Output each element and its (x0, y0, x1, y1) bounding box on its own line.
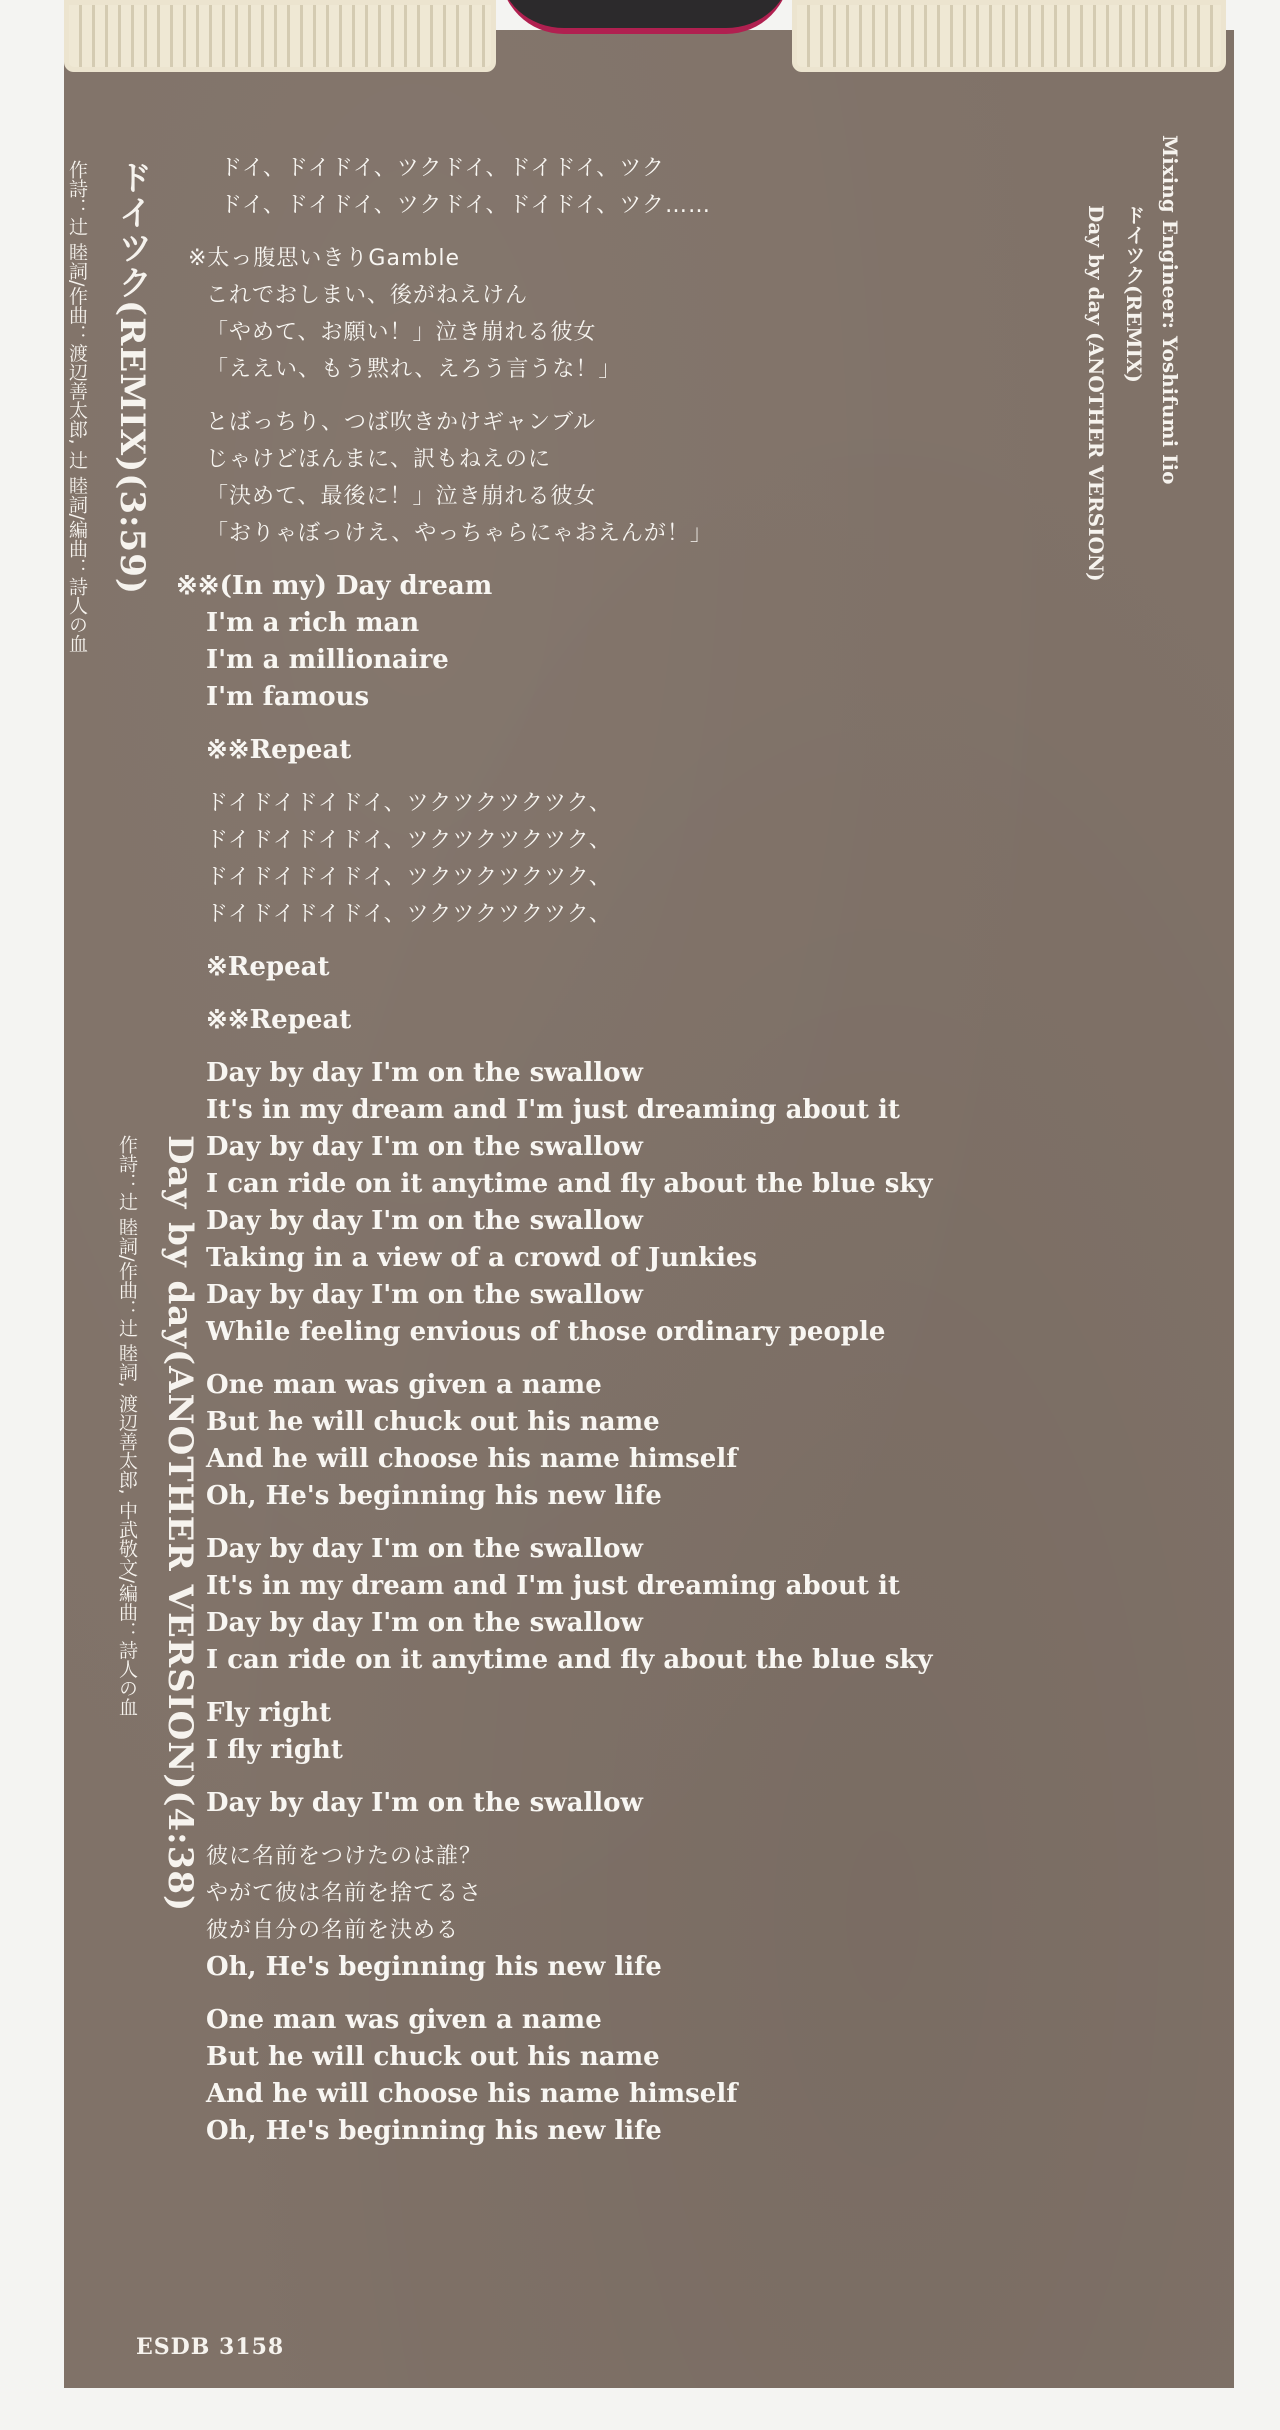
track1-title: ドイツク(REMIX)(3:59) (112, 160, 152, 595)
lyric-line: I can ride on it anytime and fly about the blue sky (206, 1169, 933, 1199)
lyric-line: Day by day I'm on the swallow (206, 1058, 643, 1088)
lyric-line: Oh, He's beginning his new life (206, 1952, 662, 1982)
stanza-6 (206, 785, 1106, 933)
lyric-line: Oh, He's beginning his new life (206, 1481, 662, 1511)
cd-tray-right-clip (792, 0, 1226, 72)
stanza-9 (206, 1055, 1106, 1351)
stanza-2 (188, 240, 1106, 388)
track1-credit: 作詩：辻 睦詞/作曲：渡辺善太郎, 辻 睦詞/編曲：詩人の血 (66, 160, 88, 653)
track2-title: Day by day(ANOTHER VERSION)(4:38) (160, 1135, 200, 1913)
stanza-4 (176, 568, 1106, 716)
lyric-line: これでおしまい、後がねえけん (206, 283, 529, 308)
lyric-line: I'm a rich man (206, 608, 420, 638)
lyric-line: It's in my dream and I'm just dreaming about it (206, 1571, 900, 1601)
lyric-line: I can ride on it anytime and fly about the blue sky (206, 1645, 933, 1675)
stanza-15 (206, 2002, 1106, 2150)
lyric-line: While feeling envious of those ordinary people (206, 1317, 886, 1347)
lyric-line: I'm famous (206, 682, 370, 712)
lyric-line: And he will choose his name himself (206, 1444, 738, 1474)
lyric-line: ドイドイドイドイ、ツクツクツクツク、 (206, 791, 612, 816)
lyric-line: ※※(In my) Day dream (176, 571, 493, 601)
mixing-engineer-credit: Mixing Engineer: Yoshifumi Iio (1158, 135, 1182, 485)
lyric-line: Taking in a view of a crowd of Junkies (206, 1243, 758, 1273)
lyric-line: 「おりゃぼっけえ、やっちゃらにゃおえんが！」 (206, 521, 713, 546)
lyric-line: Fly right (206, 1698, 332, 1728)
lyric-line: But he will chuck out his name (206, 1407, 660, 1437)
stanza-7 (206, 949, 1106, 986)
stanza-10 (206, 1367, 1106, 1515)
lyric-line: ドイドイドイドイ、ツクツクツクツク、 (206, 865, 612, 890)
lyric-line: I'm a millionaire (206, 645, 449, 675)
lyric-line: じゃけどほんまに、訳もねえのに (206, 447, 552, 472)
cd-tray-left-clip (64, 0, 496, 72)
stanza-3 (206, 404, 1106, 552)
lyric-line: ドイドイドイドイ、ツクツクツクツク、 (206, 902, 612, 927)
lyric-line: Oh, He's beginning his new life (206, 2116, 662, 2146)
stanza-11 (206, 1531, 1106, 1679)
lyric-line: One man was given a name (206, 2005, 602, 2035)
lyric-line: やがて彼は名前を捨てるさ (206, 1881, 483, 1906)
lyric-line: 「ええい、もう黙れ、えろう言うな！」 (206, 357, 622, 382)
lyric-line: Day by day I'm on the swallow (206, 1788, 643, 1818)
lyric-line: Day by day I'm on the swallow (206, 1534, 643, 1564)
lyric-line: ドイ、ドイドイ、ツクドイ、ドイドイ、ツク…… (220, 193, 712, 218)
catalog-number: ESDB 3158 (136, 2334, 285, 2360)
stanza-1 (206, 150, 1106, 224)
repeat-marker: ※Repeat (206, 952, 330, 982)
lyric-line: 「決めて、最後に！」泣き崩れる彼女 (206, 484, 597, 509)
stanza-13 (206, 1785, 1106, 1822)
lyric-line: Day by day I'm on the swallow (206, 1280, 643, 1310)
stanza-14 (206, 1838, 1106, 1986)
stanza-8 (206, 1002, 1106, 1039)
repeat-marker: ※※Repeat (206, 1005, 352, 1035)
right-track-title-1: ドイツク(REMIX) (1122, 205, 1146, 383)
right-track-title-2: Day by day (ANOTHER VERSION) (1084, 205, 1108, 582)
lyric-line: Day by day I'm on the swallow (206, 1608, 643, 1638)
cd-disc-edge (500, 0, 790, 34)
repeat-marker: ※※Repeat (206, 735, 352, 765)
lyric-line: ドイドイドイドイ、ツクツクツクツク、 (206, 828, 612, 853)
lyric-line: ※太っ腹思いきりGamble (188, 246, 461, 271)
lyric-line: とばっちり、つば吹きかけギャンブル (206, 410, 597, 435)
lyric-line: And he will choose his name himself (206, 2079, 738, 2109)
track2-credit: 作詩：辻 睦詞/作曲：辻 睦詞, 渡辺善太郎, 中武敬文/編曲：詩人の血 (116, 1135, 138, 1717)
lyric-line: ドイ、ドイドイ、ツクドイ、ドイドイ、ツク (220, 156, 666, 181)
lyric-line: But he will chuck out his name (206, 2042, 660, 2072)
lyric-line: One man was given a name (206, 1370, 602, 1400)
lyric-line: Day by day I'm on the swallow (206, 1206, 643, 1236)
lyric-line: 彼が自分の名前を決める (206, 1918, 460, 1943)
lyric-line: 彼に名前をつけたのは誰？ (206, 1844, 483, 1869)
lyric-line: 「やめて、お願い！」泣き崩れる彼女 (206, 320, 597, 345)
lyric-line: Day by day I'm on the swallow (206, 1132, 643, 1162)
stanza-12 (206, 1695, 1106, 1769)
lyric-line: I fly right (206, 1735, 343, 1765)
lyric-line: It's in my dream and I'm just dreaming about it (206, 1095, 900, 1125)
stanza-5 (206, 732, 1106, 769)
